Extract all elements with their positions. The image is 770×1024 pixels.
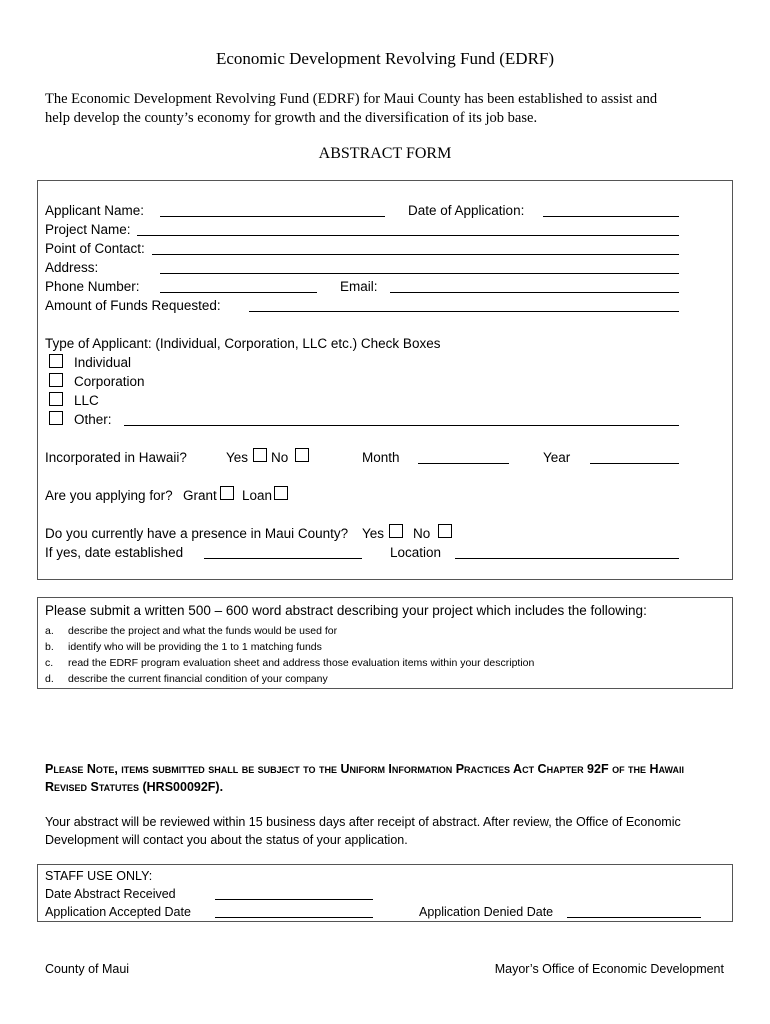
presence-label: Do you currently have a presence in Maui County? xyxy=(45,526,349,541)
abstract-heading: Please submit a written 500 – 600 word abstract describing your project which includes the following: xyxy=(45,603,647,618)
phone-number-field[interactable] xyxy=(160,292,317,293)
incorporated-no-label: No xyxy=(271,450,289,465)
month-field[interactable] xyxy=(418,463,509,464)
individual-option-label: Individual xyxy=(74,355,132,370)
review-notice-line1: Your abstract will be reviewed within 15 business days after receipt of abstract. After review, the Office of Economic xyxy=(45,815,681,829)
denied-date-label: Application Denied Date xyxy=(419,905,554,919)
abstract-item-letter: d. xyxy=(45,673,54,685)
review-notice-line2: Development will contact you about the status of your application. xyxy=(45,833,408,847)
applicant-name-field[interactable] xyxy=(160,216,385,217)
month-label: Month xyxy=(362,450,400,465)
staff-use-heading: STAFF USE ONLY: xyxy=(45,869,153,883)
incorporated-no-checkbox[interactable] xyxy=(295,448,309,462)
location-label: Location xyxy=(390,545,442,560)
footer-right: Mayor’s Office of Economic Development xyxy=(494,962,724,976)
denied-date-field[interactable] xyxy=(567,917,701,918)
uipa-notice-line1: Please Note, items submitted shall be subject to the Uniform Information Practices Act Chapter 92F of the Hawaii xyxy=(45,762,685,776)
point-of-contact-label: Point of Contact: xyxy=(45,241,145,256)
project-name-field[interactable] xyxy=(137,235,679,236)
presence-no-label: No xyxy=(413,526,431,541)
address-field[interactable] xyxy=(160,273,679,274)
date-of-application-field[interactable] xyxy=(543,216,679,217)
project-name-label: Project Name: xyxy=(45,222,131,237)
amount-requested-label: Amount of Funds Requested: xyxy=(45,298,221,313)
individual-checkbox[interactable] xyxy=(49,354,63,368)
other-type-field[interactable] xyxy=(124,425,679,426)
corporation-checkbox[interactable] xyxy=(49,373,63,387)
form-title: ABSTRACT FORM xyxy=(318,145,452,162)
abstract-item-text: read the EDRF program evaluation sheet and address those evaluation items within your description xyxy=(68,657,535,669)
phone-number-label: Phone Number: xyxy=(45,279,140,294)
presence-no-checkbox[interactable] xyxy=(438,524,452,538)
accepted-date-label: Application Accepted Date xyxy=(45,905,191,919)
abstract-item-text: identify who will be providing the 1 to 1 matching funds xyxy=(68,641,322,653)
corporation-option-label: Corporation xyxy=(74,374,145,389)
email-field[interactable] xyxy=(390,292,679,293)
intro-text-line2: help develop the county’s economy for growth and the diversification of its job base. xyxy=(45,110,538,126)
other-option-label: Other: xyxy=(74,412,112,427)
abstract-item-letter: a. xyxy=(45,625,54,637)
incorporated-yes-label: Yes xyxy=(226,450,249,465)
location-field[interactable] xyxy=(455,558,679,559)
incorporated-yes-checkbox[interactable] xyxy=(253,448,267,462)
page-title: Economic Development Revolving Fund (EDRF) xyxy=(215,49,555,68)
abstract-item-text: describe the current financial condition of your company xyxy=(68,673,328,685)
email-label: Email: xyxy=(340,279,378,294)
address-label: Address: xyxy=(45,260,99,275)
date-received-label: Date Abstract Received xyxy=(45,887,176,901)
loan-checkbox[interactable] xyxy=(274,486,288,500)
grant-checkbox[interactable] xyxy=(220,486,234,500)
type-of-applicant-label: Type of Applicant: (Individual, Corporation, LLC etc.) Check Boxes xyxy=(45,336,441,351)
date-established-label: If yes, date established xyxy=(45,545,184,560)
footer-left: County of Maui xyxy=(45,962,130,976)
intro-text-line1: The Economic Development Revolving Fund (EDRF) for Maui County has been established to assist and xyxy=(45,91,658,107)
applicant-name-label: Applicant Name: xyxy=(45,203,145,218)
llc-checkbox[interactable] xyxy=(49,392,63,406)
llc-option-label: LLC xyxy=(74,393,99,408)
year-field[interactable] xyxy=(590,463,679,464)
abstract-item-letter: b. xyxy=(45,641,54,653)
other-checkbox[interactable] xyxy=(49,411,63,425)
date-established-field[interactable] xyxy=(204,558,362,559)
date-received-field[interactable] xyxy=(215,899,373,900)
presence-yes-label: Yes xyxy=(362,526,385,541)
presence-yes-checkbox[interactable] xyxy=(389,524,403,538)
incorporated-label: Incorporated in Hawaii? xyxy=(45,450,187,465)
amount-requested-field[interactable] xyxy=(249,311,679,312)
accepted-date-field[interactable] xyxy=(215,917,373,918)
loan-label: Loan xyxy=(242,488,273,503)
uipa-notice-line2: Revised Statutes (HRS00092F). xyxy=(45,780,224,794)
abstract-item-letter: c. xyxy=(45,657,54,669)
date-of-application-label: Date of Application: xyxy=(408,203,525,218)
year-label: Year xyxy=(543,450,571,465)
abstract-item-text: describe the project and what the funds would be used for xyxy=(68,625,338,637)
point-of-contact-field[interactable] xyxy=(152,254,679,255)
applying-for-label: Are you applying for? xyxy=(45,488,173,503)
grant-label: Grant xyxy=(183,488,217,503)
